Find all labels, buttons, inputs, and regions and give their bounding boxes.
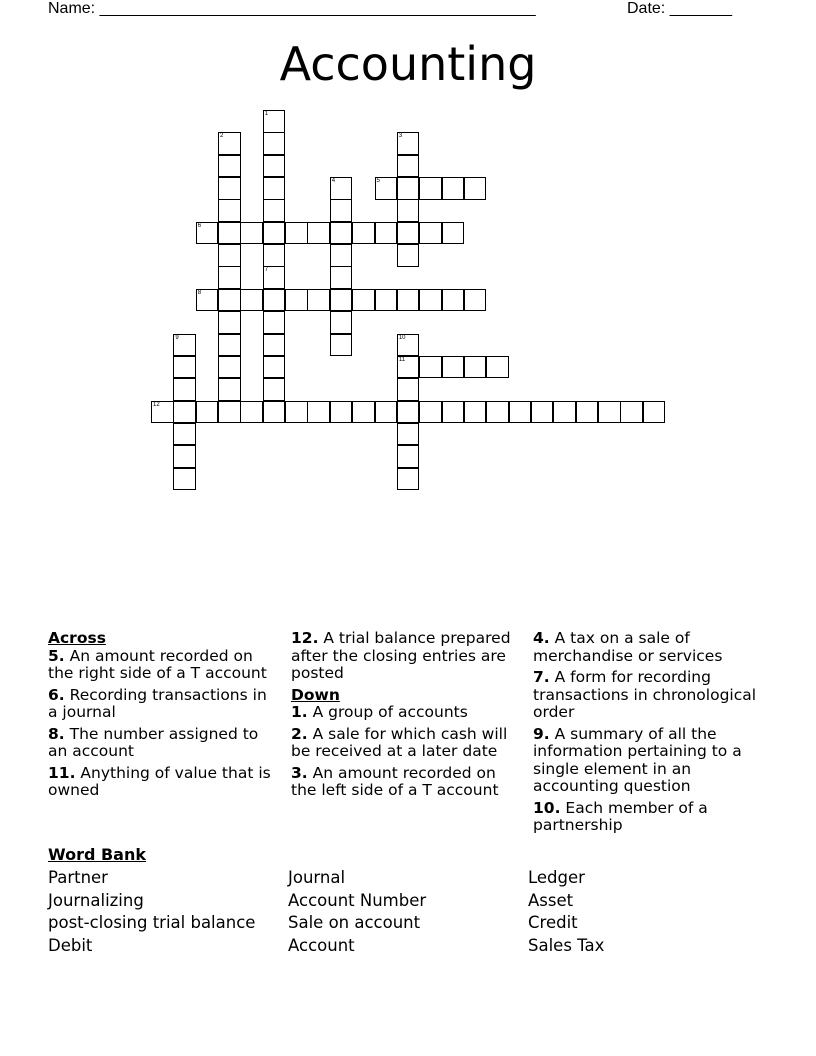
word-bank-item: Account Number	[288, 890, 427, 910]
clue-down-1: 1. A group of accounts	[291, 703, 468, 721]
grid-cell[interactable]	[218, 132, 241, 155]
clue-number: 8	[197, 289, 202, 296]
clue-number: 1	[264, 111, 269, 117]
grid-cell[interactable]	[285, 401, 308, 424]
grid-cell[interactable]	[263, 199, 286, 222]
grid-cell[interactable]	[419, 356, 442, 379]
clue-across-11: 11. Anything of value that is owned	[48, 763, 271, 799]
grid-cell[interactable]	[553, 401, 576, 424]
grid-cell[interactable]	[307, 222, 330, 245]
clue-number: 3	[398, 133, 403, 140]
grid-cell[interactable]	[173, 334, 196, 357]
clue-number: 11	[398, 356, 406, 363]
grid-cell[interactable]	[375, 177, 398, 200]
grid-cell[interactable]	[196, 289, 219, 312]
grid-cell[interactable]	[442, 356, 465, 379]
clue-across-5: 5. An amount recorded on the right side of a T account	[48, 646, 267, 682]
grid-cell[interactable]	[263, 378, 286, 401]
grid-cell[interactable]	[218, 334, 241, 357]
clue-down-10: 10. Each member of a partnership	[533, 798, 708, 834]
grid-cell[interactable]	[173, 468, 196, 491]
grid-cell[interactable]	[352, 289, 375, 312]
grid-cell[interactable]	[307, 289, 330, 312]
grid-cell[interactable]	[263, 132, 286, 155]
grid-cell[interactable]	[240, 222, 263, 245]
grid-cell[interactable]	[285, 289, 308, 312]
clue-column-1	[48, 630, 280, 804]
grid-cell[interactable]	[263, 177, 286, 200]
grid-cell[interactable]	[330, 244, 353, 267]
grid-cell[interactable]	[419, 289, 442, 312]
grid-cell[interactable]	[419, 177, 442, 200]
grid-cell[interactable]	[218, 199, 241, 222]
grid-cell[interactable]	[330, 334, 353, 357]
grid-cell[interactable]	[397, 356, 420, 379]
grid-cell[interactable]	[576, 401, 599, 424]
clue-number: 2	[220, 133, 224, 140]
clue-down-4: 4. A tax on a sale of merchandise or services	[533, 629, 723, 665]
grid-cell[interactable]	[397, 222, 420, 245]
grid-cell[interactable]	[218, 266, 241, 289]
word-bank-item: Journalizing	[48, 890, 144, 910]
grid-cell[interactable]	[442, 289, 465, 312]
down-heading: Down	[291, 685, 340, 704]
clue-number: 10	[398, 334, 406, 341]
word-bank-item: post-closing trial balance	[48, 913, 256, 933]
page-title: Accounting	[279, 37, 537, 91]
grid-cell[interactable]	[397, 289, 420, 312]
grid-cell[interactable]	[173, 356, 196, 379]
grid-cell[interactable]	[263, 401, 286, 424]
grid-cell[interactable]	[330, 311, 353, 334]
clue-down-7: 7. A form for recording transactions in chronological order	[533, 668, 757, 721]
grid-cell[interactable]	[598, 401, 621, 424]
clue-down-9: 9. A summary of all the information pertaining to a single element in an accounting question	[533, 724, 742, 795]
grid-cell[interactable]	[151, 401, 174, 424]
word-bank-item: Ledger	[528, 868, 585, 887]
word-bank-title: Word Bank	[48, 845, 147, 864]
grid-cell[interactable]	[240, 289, 263, 312]
grid-cell[interactable]	[218, 222, 241, 245]
grid-cell[interactable]	[173, 378, 196, 401]
grid-cell[interactable]	[397, 445, 420, 468]
grid-cell[interactable]	[509, 401, 532, 424]
grid-cell[interactable]	[218, 155, 241, 178]
clue-number: 12	[153, 401, 160, 408]
grid-cell[interactable]	[397, 334, 420, 357]
word-bank-item: Debit	[48, 935, 93, 955]
grid-cell[interactable]	[643, 401, 666, 424]
grid-cell[interactable]	[397, 132, 420, 155]
grid-cell[interactable]	[397, 378, 420, 401]
grid-cell[interactable]	[196, 401, 219, 424]
grid-cell[interactable]	[263, 155, 286, 178]
word-bank-item: Credit	[528, 913, 578, 933]
crossword-grid	[0, 0, 816, 520]
grid-cell[interactable]	[486, 356, 509, 379]
across-heading: Across	[48, 629, 106, 647]
grid-cell[interactable]	[173, 423, 196, 446]
grid-cell[interactable]	[352, 401, 375, 424]
grid-cell[interactable]	[397, 244, 420, 267]
grid-cell[interactable]	[419, 222, 442, 245]
word-bank-item: Sales Tax	[528, 935, 605, 955]
grid-cell[interactable]	[263, 289, 286, 312]
clue-number: 7	[264, 267, 269, 274]
grid-cell[interactable]	[263, 334, 286, 357]
clue-number: 4	[331, 178, 336, 185]
grid-cell[interactable]	[330, 222, 353, 245]
word-bank-item: Account	[288, 935, 355, 955]
grid-cell[interactable]	[442, 401, 465, 424]
grid-cell[interactable]	[263, 244, 286, 267]
grid-cell[interactable]	[352, 222, 375, 245]
grid-cell[interactable]	[218, 356, 241, 379]
grid-cell[interactable]	[375, 289, 398, 312]
word-bank-item: Sale on account	[288, 913, 421, 933]
clue-across-12: 12. A trial balance prepared after the closing entries are posted	[291, 629, 511, 682]
grid-cell[interactable]	[263, 266, 286, 289]
grid-cell[interactable]	[397, 423, 420, 446]
grid-cell[interactable]	[531, 401, 554, 424]
grid-cell[interactable]	[486, 401, 509, 424]
grid-cell[interactable]	[173, 445, 196, 468]
grid-cell[interactable]	[464, 401, 487, 424]
clue-column-2	[291, 630, 523, 804]
clue-down-2: 2. A sale for which cash will be received at a later date	[291, 724, 508, 760]
clue-down-3: 3. An amount recorded on the left side of a T account	[291, 763, 499, 799]
grid-cell[interactable]	[218, 244, 241, 267]
clue-across-8: 8. The number assigned to an account	[48, 724, 259, 760]
grid-cell[interactable]	[218, 401, 241, 424]
grid-cell[interactable]	[397, 177, 420, 200]
grid-cell[interactable]	[330, 289, 353, 312]
word-bank-item: Journal	[288, 868, 346, 887]
grid-cell[interactable]	[218, 378, 241, 401]
grid-cell[interactable]	[464, 289, 487, 312]
grid-cell[interactable]	[397, 199, 420, 222]
grid-cell[interactable]	[263, 311, 286, 334]
grid-cell[interactable]	[464, 177, 487, 200]
grid-cell[interactable]	[330, 401, 353, 424]
grid-cell[interactable]	[196, 222, 219, 245]
grid-cell[interactable]	[263, 356, 286, 379]
grid-cell[interactable]	[307, 401, 330, 424]
grid-cell[interactable]	[285, 222, 308, 245]
grid-cell[interactable]	[263, 110, 286, 133]
grid-cell[interactable]	[330, 266, 353, 289]
clue-number: 6	[197, 222, 202, 229]
name-field: Name: _________________________________________________	[48, 0, 536, 17]
grid-cell[interactable]	[397, 401, 420, 424]
grid-cell[interactable]	[375, 401, 398, 424]
grid-cell[interactable]	[397, 468, 420, 491]
grid-cell[interactable]	[330, 199, 353, 222]
clue-across-6: 6. Recording transactions in a journal	[48, 685, 267, 721]
grid-cell[interactable]	[218, 311, 241, 334]
clue-number: 9	[175, 334, 179, 341]
grid-cell[interactable]	[263, 222, 286, 245]
clue-column-3	[533, 630, 769, 839]
date-field: Date: _______	[627, 0, 732, 17]
grid-cell[interactable]	[375, 222, 398, 245]
grid-cell[interactable]	[464, 356, 487, 379]
grid-cell[interactable]	[218, 289, 241, 312]
grid-cell[interactable]	[240, 401, 263, 424]
clue-number: 5	[376, 178, 380, 185]
grid-cell[interactable]	[442, 177, 465, 200]
word-bank-item: Asset	[528, 890, 574, 910]
grid-cell[interactable]	[173, 401, 196, 424]
word-bank-item: Partner	[48, 868, 108, 887]
grid-cell[interactable]	[442, 222, 465, 245]
grid-cell[interactable]	[218, 177, 241, 200]
grid-cell[interactable]	[330, 177, 353, 200]
grid-cell[interactable]	[397, 155, 420, 178]
grid-cell[interactable]	[419, 401, 442, 424]
grid-cell[interactable]	[620, 401, 643, 424]
